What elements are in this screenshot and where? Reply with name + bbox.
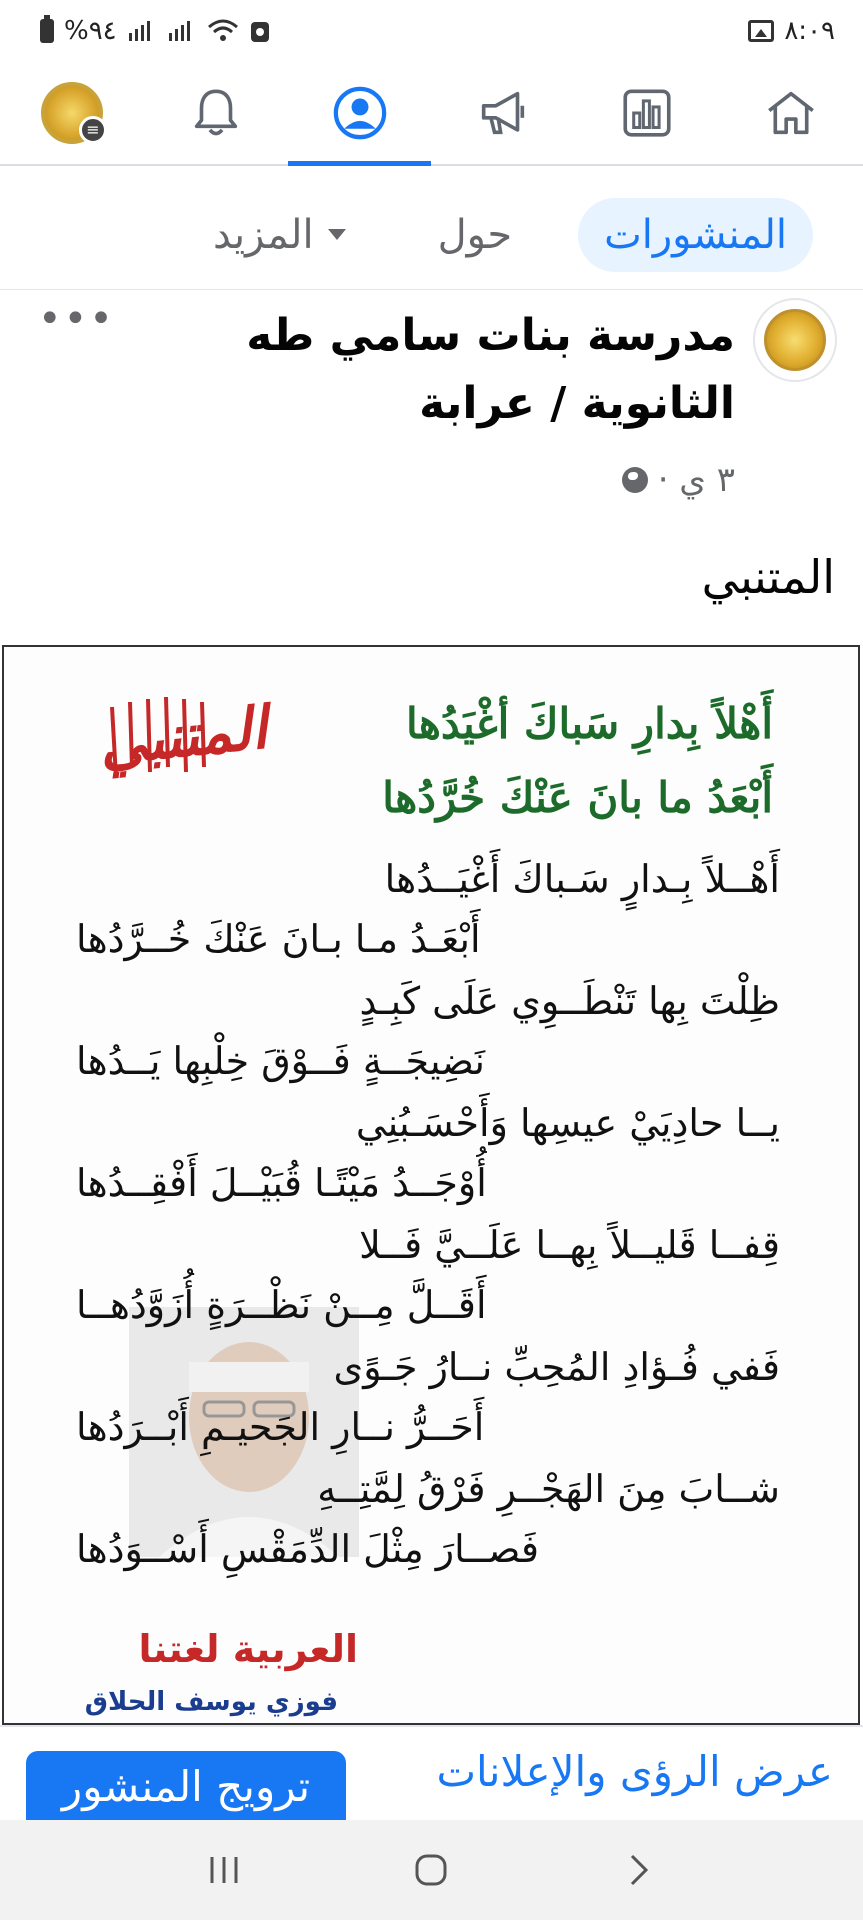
verse-second-half: أَبْعَـدُ مـا بـانَ عَنْكَ خُــرَّدُها <box>76 917 481 961</box>
tab-posts-label: المنشورات <box>604 211 787 258</box>
verse-first-half: فَفي فُـؤادِ المُحِبِّ نــارُ جَـوًى <box>333 1345 780 1389</box>
signal-icon <box>127 19 157 43</box>
post-header <box>0 290 863 520</box>
status-right <box>748 16 835 46</box>
bell-icon <box>187 84 245 142</box>
tab-more[interactable] <box>187 198 372 272</box>
profile-icon <box>331 84 389 142</box>
status-bar <box>0 0 863 62</box>
tab-posts[interactable] <box>578 198 813 272</box>
top-navigation <box>0 62 863 166</box>
tab-about[interactable] <box>412 198 538 272</box>
verse-second-half: أُوْجَــدُ مَيْتًـا قُبَيْــلَ أَفْقِــدُها <box>76 1161 487 1205</box>
poem-heading <box>382 687 773 835</box>
page-tabs <box>0 180 863 290</box>
verse-first-half: قِفــا قَليــلاً بِهــا عَلَــيَّ فَــلا <box>359 1223 780 1267</box>
nav-insights[interactable] <box>575 62 719 164</box>
post-meta <box>622 460 735 500</box>
megaphone-icon <box>474 84 532 142</box>
post-options-button[interactable]: ••• <box>38 296 115 342</box>
status-left <box>40 16 271 46</box>
post-image[interactable] <box>2 645 860 1725</box>
caret-down-icon <box>328 229 346 240</box>
insights-icon <box>618 84 676 142</box>
recent-apps-button[interactable] <box>184 1840 264 1900</box>
image-footer-author: فوزي يوسف الحلاق <box>84 1687 338 1717</box>
nav-profile[interactable] <box>288 62 432 164</box>
home-icon <box>762 84 820 142</box>
verse-second-half: نَضِيجَــةٍ فَــوْقَ خِلْبِها يَــدُها <box>76 1039 485 1083</box>
gallery-icon <box>748 20 774 42</box>
verse-second-half: أَقَــلَّ مِــنْ نَظْــرَةٍ أُزَوَّدُهــا <box>76 1283 487 1327</box>
verse-second-half: فَصــارَ مِثْلَ الدِّمَقْسِ أَسْــوَدُها <box>76 1527 540 1571</box>
verse-first-half: شــابَ مِنَ الهَجْــرِ فَرْقُ لِمَّتِــهِ <box>317 1467 780 1511</box>
verse-second-half: أَحَــرُّ نــارِ الجَحيـمِ أَبْــرَدُها <box>76 1405 485 1449</box>
view-insights-link[interactable]: عرض الرؤى والإعلانات <box>436 1747 833 1796</box>
clock: ٨:٠٩ <box>784 16 835 46</box>
post-text: المتنبي <box>701 550 835 604</box>
poem-heading-line: أَبْعَدُ ما بانَ عَنْكَ خُرَّدُها <box>382 773 773 822</box>
back-button[interactable] <box>599 1840 679 1900</box>
system-navigation-bar <box>0 1820 863 1920</box>
menu-icon: ≡ <box>79 116 107 144</box>
wifi-icon <box>207 18 239 44</box>
nav-page-menu[interactable] <box>0 62 144 164</box>
nav-home[interactable] <box>719 62 863 164</box>
post-action-bar <box>0 1725 863 1820</box>
poet-signature: المتنبي <box>95 693 271 779</box>
verse-first-half: يــا حادِيَيْ عيسِها وَأَحْسَـبُنِي <box>355 1101 780 1145</box>
home-button[interactable] <box>391 1840 471 1900</box>
tab-more-label: المزيد <box>212 211 314 258</box>
back-chevron-icon <box>624 1852 654 1888</box>
globe-icon <box>622 467 648 493</box>
post-author-avatar[interactable] <box>753 298 837 382</box>
battery-level: %٩٤ <box>64 16 117 46</box>
post-time[interactable]: ٣ ي · <box>657 460 735 500</box>
verse-first-half: أَهْــلاً بِـدارٍ سَـباكَ أَغْيَــدُها <box>384 857 780 901</box>
tab-about-label: حول <box>437 211 513 258</box>
home-circle-icon <box>413 1852 449 1888</box>
app-notification-icon <box>249 18 271 44</box>
signal-icon <box>167 19 197 43</box>
battery-icon <box>40 19 54 43</box>
verse-first-half: ظِلْتَ بِها تَنْطَــوِي عَلَى كَبِـدٍ <box>359 979 780 1023</box>
recent-apps-icon <box>206 1853 242 1887</box>
page-avatar <box>41 82 103 144</box>
boost-post-button[interactable]: ترويج المنشور <box>26 1751 346 1821</box>
nav-notifications[interactable] <box>144 62 288 164</box>
poem-heading-line: أَهْلاً بِدارِ سَباكَ أغْيَدُها <box>405 699 773 748</box>
image-footer-title: العربية لغتنا <box>138 1627 358 1671</box>
school-logo-icon <box>764 309 826 371</box>
post-author-name[interactable]: مدرسة بنات سامي طه الثانوية / عرابة <box>246 310 735 429</box>
nav-ads[interactable] <box>431 62 575 164</box>
